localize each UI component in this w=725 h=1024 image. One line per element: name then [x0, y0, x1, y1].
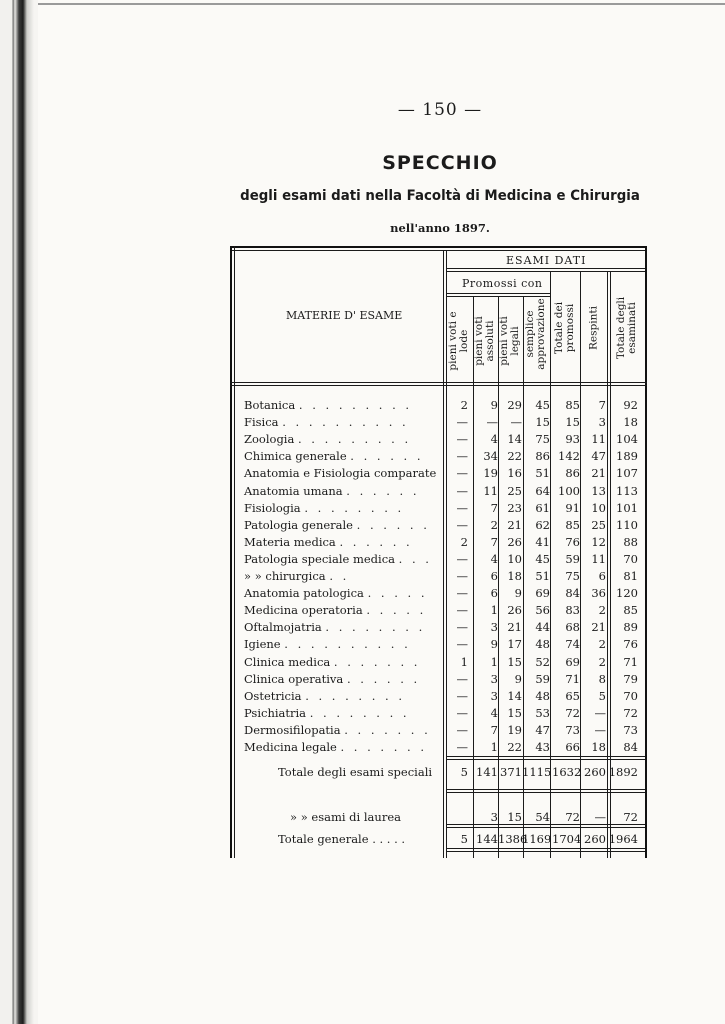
table-cell: 22 [507, 449, 522, 464]
table-cell: — [510, 415, 522, 430]
table-cell: — [594, 722, 606, 737]
row-label: Totale degli esami speciali [278, 765, 433, 779]
table-cell: 3 [490, 671, 498, 686]
table-cell: — [456, 722, 468, 737]
table-cell: 1 [490, 603, 498, 618]
table-cell: 141 [476, 765, 498, 779]
table-cell: — [456, 603, 468, 618]
row-label: Fisica [244, 415, 279, 430]
table-cell: 41 [535, 534, 550, 549]
table-row [230, 501, 647, 519]
table-cell: 15 [535, 415, 550, 430]
table-cell: 72 [565, 810, 580, 824]
page-title: SPECCHIO [382, 152, 498, 174]
row-label: Anatomia patologica [244, 586, 364, 601]
table-cell: 3 [490, 620, 498, 635]
table-cell: — [456, 432, 468, 447]
table-cell: 2 [460, 534, 468, 549]
table-cell: 73 [565, 722, 580, 737]
totals-rule-bottom-2 [446, 851, 645, 852]
table-cell: — [456, 637, 468, 652]
table-cell: 51 [535, 466, 550, 481]
row-label: Psichiatria [244, 705, 307, 720]
table-cell: 10 [591, 500, 606, 515]
table-cell: 69 [535, 586, 550, 601]
row-label: Patologia speciale medica [244, 551, 396, 566]
row-leader-dots: . . . . . . . . [325, 620, 426, 635]
table-top-rule [230, 246, 647, 248]
row-label: Dermosifilopatia [244, 722, 341, 737]
table-cell: 5 [598, 688, 606, 703]
table-row [230, 432, 647, 450]
row-label: Igiene [244, 637, 281, 652]
table-row [230, 449, 647, 467]
table-cell: 73 [623, 722, 638, 737]
table-cell: — [456, 415, 468, 430]
table-cell: 84 [565, 586, 580, 601]
table-cell: 92 [623, 398, 638, 412]
table-cell: 5 [460, 765, 468, 779]
table-cell: 6 [598, 569, 606, 583]
table-cell: 65 [565, 688, 580, 703]
table-cell: 48 [535, 688, 550, 703]
table-cell: 85 [565, 398, 580, 412]
row-leader-dots: . . . . . . . . . [298, 432, 412, 447]
table-cell: — [456, 705, 468, 720]
table-cell: 89 [623, 620, 638, 635]
row-leader-dots: . . . . . . . . . [298, 398, 413, 412]
table-cell: — [456, 740, 468, 754]
row-label: Medicina operatoria [244, 603, 363, 618]
page-year: nell'anno 1897. [390, 221, 490, 235]
table-cell: 1 [460, 654, 468, 669]
table-cell: 7 [490, 500, 498, 515]
table-cell: 7 [598, 398, 606, 412]
table-cell: 23 [507, 500, 522, 515]
table-cell: 18 [507, 569, 522, 583]
table-cell: 74 [565, 637, 580, 652]
table-cell: 21 [591, 620, 606, 635]
row-leader-dots: . . . . . . . . [305, 688, 406, 703]
row-leader-dots: . . . [398, 551, 432, 566]
table-cell: 52 [535, 654, 550, 669]
table-cell: 14 [507, 432, 522, 447]
table-cell: 16 [507, 466, 522, 481]
table-cell: 7 [490, 534, 498, 549]
esami-dati-rule [446, 268, 645, 269]
col-header-totale-esaminati: Totale degli esaminati [615, 296, 638, 360]
row-leader-dots: . . . . . . . [333, 654, 421, 669]
table-cell: — [456, 586, 468, 601]
table-row [230, 706, 647, 724]
header-bottom-rule-2 [230, 385, 647, 386]
totals-rule-bottom [446, 848, 645, 849]
table-cell: 18 [591, 740, 606, 754]
row-leader-dots: . . . . . [367, 586, 428, 601]
esami-dati-rule-2 [446, 271, 645, 272]
table-cell: — [456, 500, 468, 515]
table-cell: 1704 [552, 832, 582, 846]
table-cell: 144 [476, 832, 498, 846]
table-cell: — [456, 449, 468, 464]
table-cell: 53 [535, 705, 550, 720]
table-cell: 25 [591, 517, 606, 532]
table-cell: 104 [616, 432, 638, 447]
row-label: Oftalmojatria [244, 620, 322, 635]
table-cell: 54 [535, 810, 550, 824]
table-cell: 1964 [608, 832, 638, 846]
table-row [230, 765, 647, 783]
table-cell: 85 [623, 603, 638, 618]
totals-rule-mid [446, 789, 645, 790]
table-cell: 260 [584, 765, 606, 779]
table-cell: 15 [507, 654, 522, 669]
table-top-rule-2 [230, 250, 647, 251]
table-row [230, 637, 647, 655]
table-cell: 76 [565, 534, 580, 549]
row-label: Medicina legale [244, 740, 337, 754]
table-cell: 1 [490, 654, 498, 669]
table-cell: 371 [500, 765, 522, 779]
table-cell: 9 [490, 637, 498, 652]
table-cell: 9 [514, 586, 522, 601]
table-cell: 29 [507, 398, 522, 412]
row-leader-dots: . . . . . . . . . . [282, 415, 409, 430]
totals-rule-laurea [446, 824, 645, 825]
row-label: » » esami di laurea [290, 810, 401, 824]
table-cell: 1 [490, 740, 498, 754]
table-cell: 86 [535, 449, 550, 464]
table-cell: — [456, 671, 468, 686]
table-cell: — [486, 415, 498, 430]
totals-rule-laurea-2 [446, 827, 645, 828]
table-cell: 15 [565, 415, 580, 430]
table-row [230, 603, 647, 621]
table-cell: 85 [565, 517, 580, 532]
table-row [230, 620, 647, 638]
totals-rule-mid-2 [446, 792, 645, 793]
table-cell: — [456, 688, 468, 703]
row-leader-dots: . . . . . . [346, 483, 420, 498]
table-cell: 7 [490, 722, 498, 737]
table-cell: 1386 [498, 832, 528, 846]
table-cell: 56 [535, 603, 550, 618]
row-label: Totale generale . . . . . [278, 832, 406, 846]
table-cell: 64 [535, 483, 550, 498]
table-cell: 44 [535, 620, 550, 635]
table-cell: 47 [535, 722, 550, 737]
table-cell: 21 [507, 517, 522, 532]
table-cell: 12 [591, 534, 606, 549]
table-cell: 48 [535, 637, 550, 652]
table-cell: 61 [535, 500, 550, 515]
table-cell: 91 [565, 500, 580, 515]
col-header-lode: pieni voti e lode [447, 311, 470, 371]
table-cell: 2 [598, 654, 606, 669]
table-cell: 19 [483, 466, 498, 481]
totals-rule-top-2 [446, 759, 645, 760]
row-leader-dots: . . . . . [366, 603, 427, 618]
table-cell: 72 [565, 705, 580, 720]
row-leader-dots: . . . . . . . [344, 722, 431, 737]
table-cell: 15 [507, 810, 522, 824]
table-row [230, 672, 647, 690]
table-cell: — [456, 569, 468, 583]
row-leader-dots: . . . . . . [350, 449, 424, 464]
row-leader-dots: . . . . . . [339, 534, 413, 549]
page-subtitle: degli esami dati nella Facoltà di Medicina e Chirurgia [240, 188, 640, 204]
table-cell: 1115 [522, 765, 552, 779]
table-cell: 75 [535, 432, 550, 447]
table-cell: 69 [565, 654, 580, 669]
table-cell: 22 [507, 740, 522, 754]
row-label: Zoologia [244, 432, 295, 447]
row-leader-dots: . . . . . . [346, 671, 421, 686]
table-cell: 3 [490, 688, 498, 703]
table-cell: 86 [565, 466, 580, 481]
table-row [230, 398, 647, 416]
table-cell: 2 [490, 517, 498, 532]
table-cell: 2 [598, 637, 606, 652]
table-cell: 1892 [608, 765, 638, 779]
table-cell: 5 [460, 832, 468, 846]
row-leader-dots: . . . . . . . . [309, 705, 410, 720]
table-cell: 21 [507, 620, 522, 635]
table-cell: — [456, 466, 468, 481]
table-cell: 75 [565, 569, 580, 583]
row-label: Chimica generale [244, 449, 347, 464]
table-cell: 26 [507, 603, 522, 618]
table-cell: 2 [460, 398, 468, 412]
table-cell: 2 [598, 603, 606, 618]
table-row [230, 518, 647, 536]
table-cell: 6 [490, 586, 498, 601]
table-row [230, 484, 647, 502]
table-cell: 14 [507, 688, 522, 703]
table-cell: 43 [535, 740, 550, 754]
row-label: Patologia generale [244, 517, 353, 532]
table-cell: 260 [584, 832, 606, 846]
col-header-legali: pieni voti legali [498, 316, 521, 366]
table-cell: 34 [483, 449, 498, 464]
promossi-con-header: Promossi con [462, 277, 543, 290]
table-cell: — [594, 705, 606, 720]
row-label: Materia medica [244, 534, 336, 549]
table-row [230, 723, 647, 741]
table-cell: 51 [535, 569, 550, 583]
table-cell: 107 [616, 466, 638, 481]
table-cell: 17 [507, 637, 522, 652]
row-leader-dots: . . . . . . . . [304, 500, 405, 515]
table-cell: 3 [490, 810, 498, 824]
table-cell: — [456, 551, 468, 566]
row-label: Botanica [244, 398, 296, 412]
table-cell: 79 [623, 671, 638, 686]
table-cell: 19 [507, 722, 522, 737]
row-label: Ostetricia [244, 688, 302, 703]
table-cell: 18 [623, 415, 638, 430]
table-cell: 36 [591, 586, 606, 601]
table-cell: 93 [565, 432, 580, 447]
table-cell: 70 [623, 551, 638, 566]
materie-header: MATERIE D' ESAME [286, 309, 403, 322]
table-cell: 4 [490, 432, 498, 447]
table-cell: 47 [591, 449, 606, 464]
table-cell: — [456, 483, 468, 498]
table-cell: 11 [591, 432, 606, 447]
header-bottom-rule [230, 382, 647, 383]
top-rule [38, 3, 725, 5]
table-row [230, 569, 647, 587]
table-cell: 113 [616, 483, 638, 498]
table-row [230, 689, 647, 707]
table-cell: 142 [558, 449, 580, 464]
table-cell: 45 [535, 551, 550, 566]
table-row [230, 535, 647, 553]
table-cell: 120 [616, 586, 638, 601]
table-cell: 189 [616, 449, 638, 464]
table-cell: 4 [490, 551, 498, 566]
col-header-assoluti: pieni voti assoluti [473, 316, 496, 366]
table-row [230, 552, 647, 570]
table-cell: 25 [507, 483, 522, 498]
row-leader-dots: . . . . . . . . . . [284, 637, 411, 652]
table-cell: 9 [514, 671, 522, 686]
table-cell: 13 [591, 483, 606, 498]
table-cell: 71 [565, 671, 580, 686]
table-cell: 10 [507, 551, 522, 566]
row-label: Clinica operativa [244, 671, 344, 686]
table-cell: 72 [623, 705, 638, 720]
table-cell: 66 [565, 740, 580, 754]
table-cell: 11 [591, 551, 606, 566]
col-header-totale-promossi: Totale dei promossi [553, 301, 576, 355]
table-cell: 9 [490, 398, 498, 412]
row-label: Anatomia umana [244, 483, 343, 498]
table-row [230, 415, 647, 433]
table-cell: 4 [490, 705, 498, 720]
table-cell: 1632 [552, 765, 582, 779]
table-cell: 76 [623, 637, 638, 652]
table-cell: 59 [565, 551, 580, 566]
esami-dati-header: ESAMI DATI [506, 254, 587, 267]
table-cell: 45 [535, 398, 550, 412]
table-cell: 101 [616, 500, 638, 515]
col-header-respinti: Respinti [587, 306, 600, 350]
table-cell: 88 [623, 534, 638, 549]
table-cell: 26 [507, 534, 522, 549]
table-row [230, 586, 647, 604]
row-label: » » chirurgica [244, 569, 326, 583]
row-leader-dots: . . . . . . . [340, 740, 428, 754]
table-cell: 15 [507, 705, 522, 720]
table-cell: — [456, 517, 468, 532]
table-row [230, 655, 647, 673]
exam-table [230, 246, 647, 858]
table-cell: 110 [616, 517, 638, 532]
table-cell: 59 [535, 671, 550, 686]
table-cell: — [594, 810, 606, 824]
table-cell: 68 [565, 620, 580, 635]
row-label: Clinica medica [244, 654, 331, 669]
table-cell: 70 [623, 688, 638, 703]
table-cell: 8 [598, 671, 606, 686]
table-cell: 81 [623, 569, 638, 583]
row-leader-dots: . . . . . . [356, 517, 430, 532]
table-cell: 83 [565, 603, 580, 618]
table-cell: 100 [558, 483, 580, 498]
table-cell: 72 [623, 810, 638, 824]
row-label: Fisiologia [244, 500, 301, 515]
page-number: — 150 — [397, 100, 483, 120]
table-cell: 6 [490, 569, 498, 583]
table-cell: 1169 [522, 832, 552, 846]
row-label: Anatomia e Fisiologia comparate [244, 466, 437, 481]
table-cell: 3 [598, 415, 606, 430]
table-cell: 71 [623, 654, 638, 669]
table-cell: 11 [483, 483, 498, 498]
totals-rule-top [446, 756, 645, 757]
table-cell: — [456, 620, 468, 635]
table-row [230, 466, 647, 484]
table-cell: 84 [623, 740, 638, 754]
col-header-semplice: semplice approvazione [524, 298, 547, 370]
row-leader-dots: . . [329, 569, 350, 583]
table-cell: 62 [535, 517, 550, 532]
table-cell: 21 [591, 466, 606, 481]
table-row [230, 810, 647, 828]
